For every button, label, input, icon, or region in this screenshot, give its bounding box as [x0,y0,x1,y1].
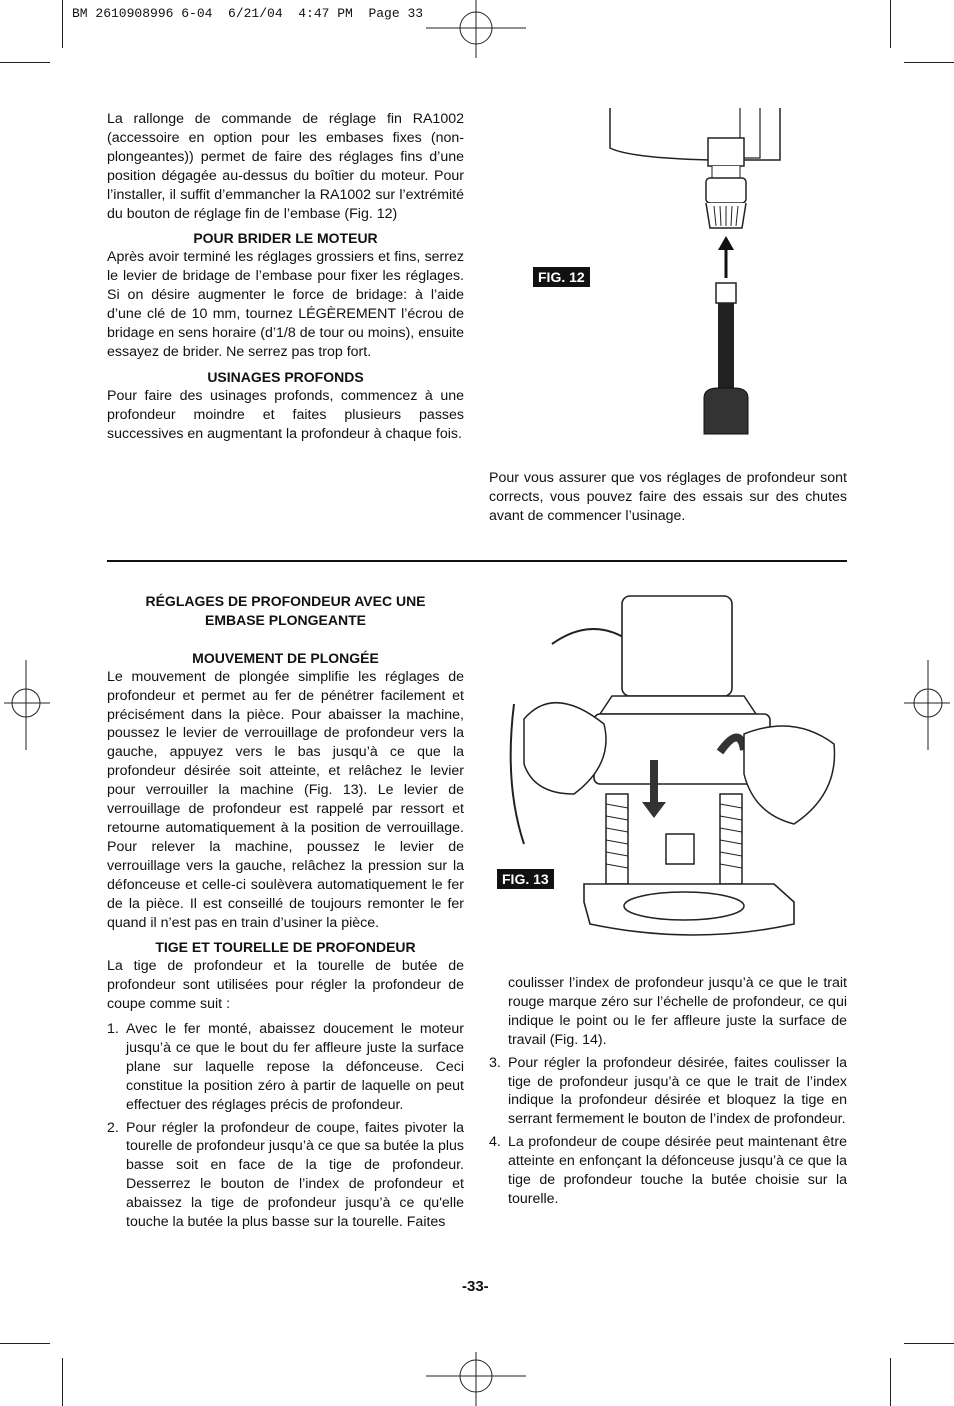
crop-mark [890,1358,891,1406]
fig13-label: FIG. 13 [497,869,554,889]
crop-mark [904,1343,954,1344]
section-divider [107,560,847,562]
heading-tige: TIGE ET TOURELLE DE PROFONDEUR [155,939,416,956]
top-right-column [489,469,847,526]
list-item-text: Pour régler la profondeur désirée, faites coulisser la tige de profondeur jusqu’à ce que le trait de l’index indique la profondeur désirée et bloquez la tige en serrant fermement le bouton de l’index de profondeur. [508,1054,847,1128]
registration-mark-left [0,660,50,750]
list-item [489,1133,847,1209]
brider-paragraph: Après avoir terminé les réglages grossiers et fins, serrez le levier de bridage de l’embase pour fixer les réglages. Si on désire augmenter le force de bridage: à l’aide d’une clé de 10 mm, tournez LÉGÈREMENT l’écrou de bridage en sens horaire (d’1/8 de tour ou moins), ensuite essayez de brider. Ne serrez pas trop fort. [107,249,464,360]
steps-list-right [489,1054,847,1209]
list-item-number: 3. [489,1054,501,1071]
fig12-illustration [600,108,800,448]
steps-list-left [107,1020,464,1232]
registration-mark-top [426,0,526,70]
list-item [107,1119,464,1232]
page-number: -33- [462,1278,489,1295]
crop-mark [62,1358,63,1406]
intro-paragraph: La rallonge de commande de réglage fin RA1002 (accessoire en option pour les embases fixes (non-plongeantes)) permet de faire des réglages fins d’une position dégagée au-dessus du boîtier du moteur. Pour l’installer, il suffit d’emmancher la RA1002 sur l’extrémité du bouton de réglage fin de l’embase (Fig. 12) [107,111,464,222]
crop-mark [0,1343,50,1344]
bottom-left-column [107,592,464,1236]
fig13-illustration [494,584,854,946]
fig12-label: FIG. 12 [533,267,590,287]
crop-mark [0,62,50,63]
bottom-right-column [489,974,847,1213]
list-item-text: Pour régler la profondeur de coupe, faites pivoter la tourelle de profondeur jusqu’à ce que sa butée la plus basse soit en face de la tige de profondeur. Desserrez le bouton de l’index de profondeur et abaissez la tige de profondeur jusqu’à ce qu'elle touche la butée la plus basse sur la tourelle. Faites [126,1119,464,1231]
top-left-column [107,110,464,443]
mouvement-paragraph: Le mouvement de plongée simplifie les réglages de profondeur et permet au fer de pénétrer facilement et précisément dans la pièce. Pour abaisser la machine, poussez le levier de verrouillage de profondeur vers la gauche, appuyez vers le bas jusqu’à ce que la profondeur désirée soit atteinte, et relâchez le levier pour verrouiller la machine (Fig. 13). Le levier de verrouillage de profondeur est rappelé par ressort et retourne automatiquement à la position de verrouillage. Pour relever la machine, poussez le levier de verrouillage vers la gauche, relâchez la pression sur la défonceuse et celle-ci soulèvera automatiquement le fer de la pièce. Il est conseillé de toujours remonter le fer quand il n’est pas en train d’usiner la pièce. [107,668,464,931]
list-item-text: Avec le fer monté, abaissez doucement le moteur jusqu’à ce que le bout du fer affleure juste la surface plane sur laquelle repose la défonceuse. Ceci constitue la position zéro à partir de laquelle on peut effectuer des réglages précis de profondeur. [126,1021,464,1113]
list-item [489,1054,847,1130]
list-item-number: 2. [107,1119,119,1136]
usinages-paragraph: Pour faire des usinages profonds, commencez à une profondeur moindre et faites plusieurs passes successives en augmentant la profondeur à chaque fois. [107,387,464,442]
registration-mark-bottom [426,1346,526,1406]
list-item [107,1020,464,1115]
crop-mark [890,0,891,48]
heading-brider: POUR BRIDER LE MOTEUR [193,230,378,247]
list-item-number: 1. [107,1021,119,1038]
heading-mouvement: MOUVEMENT DE PLONGÉE [192,649,379,666]
tige-paragraph: La tige de profondeur et la tourelle de butée de profondeur sont utilisées pour régler la profondeur de coupe comme suit : [107,958,464,1013]
heading-reglages: RÉGLAGES DE PROFONDEUR AVEC UNE EMBASE PLONGEANTE [145,593,426,628]
list-item-text: La profondeur de coupe désirée peut maintenant être atteinte en enfonçant la défonceuse jusqu’à ce que la tige de profondeur touche la butée choisie sur la tourelle. [508,1134,847,1207]
heading-usinages: USINAGES PROFONDS [207,368,364,385]
continuation-paragraph: coulisser l’index de profondeur jusqu’à ce que le trait rouge marque zéro sur l’échelle de profondeur, ce qui indique le point ou le fer affleure juste la surface de travail (Fig. 14). [508,975,847,1048]
crop-mark [62,0,63,48]
crop-mark [904,62,954,63]
list-item-number: 4. [489,1134,501,1151]
print-slug: BM 2610908996 6-04 6/21/04 4:47 PM Page 33 [72,6,424,21]
essais-paragraph: Pour vous assurer que vos réglages de profondeur sont corrects, vous pouvez faire des essais sur des chutes avant de commencer l’usinage. [489,470,847,524]
registration-mark-right [904,660,954,750]
